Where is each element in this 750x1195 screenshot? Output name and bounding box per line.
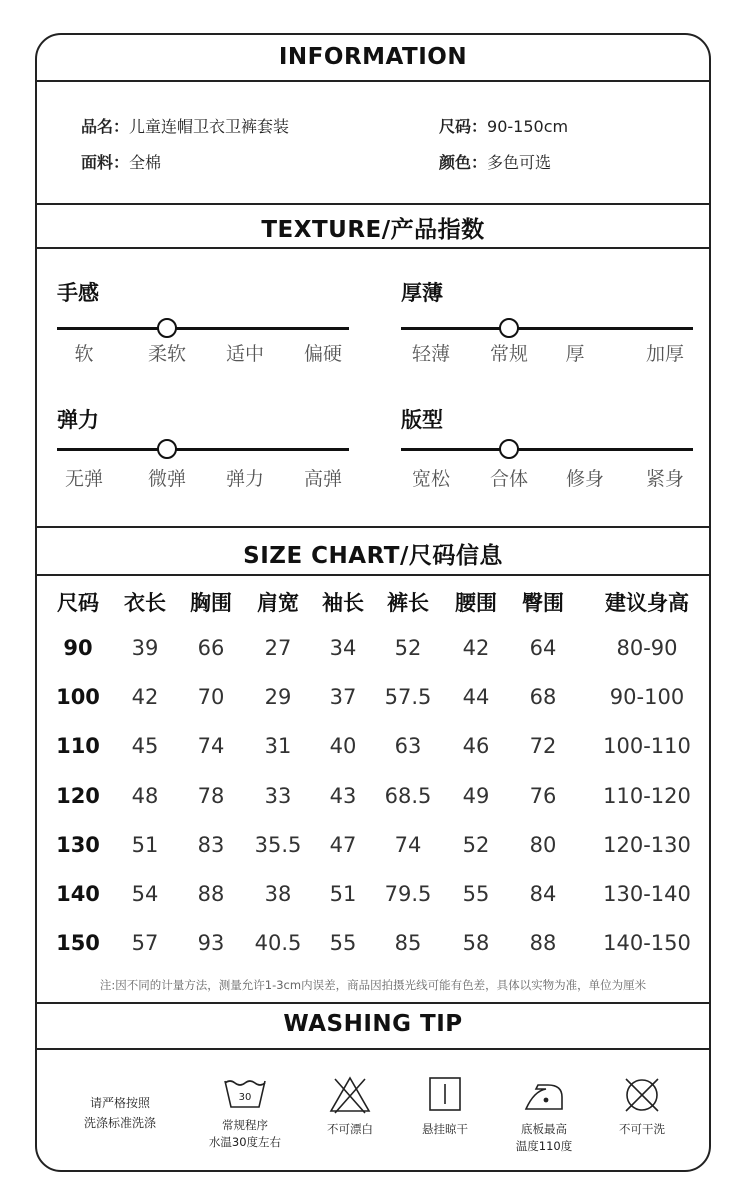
info-fabric — [81, 150, 161, 173]
table-size-cell: 140 — [56, 882, 100, 906]
table-cell: 47 — [329, 832, 357, 857]
wash-label — [499, 1121, 589, 1155]
table-cell: 29 — [264, 685, 292, 710]
table-size-cell: 110 — [56, 734, 100, 759]
wash-label — [400, 1121, 490, 1138]
table-size-cell: 130 — [56, 832, 100, 857]
table-cell: 88 — [197, 882, 225, 906]
table-cell: 42 — [462, 636, 490, 660]
no-bleach-icon — [327, 1075, 373, 1115]
table-cell: 80 — [529, 832, 557, 857]
texture-level-label: 宽松 — [411, 468, 451, 490]
info-value: 多色可选 — [487, 153, 552, 172]
table-cell: 40.5 — [254, 931, 302, 956]
table-cell: 27 — [264, 636, 292, 660]
info-card — [35, 33, 711, 1172]
table-cell: 140-150 — [603, 931, 691, 956]
table-cell: 51 — [329, 882, 357, 906]
texture-level-label: 加厚 — [645, 343, 685, 365]
wash-30-badge: 30 — [238, 1092, 252, 1103]
size-chart-title: SIZE CHART/尺码信息 — [243, 543, 503, 569]
wash-30-icon — [222, 1075, 268, 1111]
info-key: 品名： — [81, 117, 130, 136]
table-cell: 78 — [197, 783, 225, 808]
table-cell: 49 — [462, 783, 490, 808]
table-cell: 72 — [529, 734, 557, 759]
texture-level-label: 柔软 — [147, 343, 187, 365]
table-cell: 43 — [329, 783, 357, 808]
table-size-cell: 150 — [56, 931, 100, 956]
info-key: 颜色： — [439, 153, 488, 172]
table-cell: 88 — [529, 931, 557, 956]
washing-title: WASHING TIP — [283, 1011, 463, 1037]
texture-title: TEXTURE/产品指数 — [261, 217, 485, 243]
texture-slider-track — [57, 448, 349, 451]
info-value: 儿童连帽卫衣卫裤套装 — [129, 117, 290, 136]
table-cell: 84 — [529, 882, 557, 906]
texture-slider-track — [57, 327, 349, 330]
hang-dry-icon — [425, 1075, 465, 1115]
washing-intro — [65, 1093, 175, 1133]
divider — [37, 80, 709, 82]
info-product-name — [81, 114, 289, 137]
table-cell: 100-110 — [603, 734, 691, 759]
texture-slider-knob — [157, 439, 177, 459]
table-cell: 44 — [462, 685, 490, 710]
table-size-cell: 120 — [56, 783, 100, 808]
wash-label-line: 温度110度 — [515, 1139, 573, 1153]
no-dry-clean-item — [597, 1075, 687, 1138]
table-cell: 79.5 — [384, 882, 432, 906]
texture-slider-knob — [157, 318, 177, 338]
table-cell: 80-90 — [616, 636, 678, 660]
divider — [37, 247, 709, 249]
wash-label — [200, 1117, 290, 1151]
texture-group-title: 弹力 — [57, 408, 99, 432]
table-cell: 37 — [329, 685, 357, 710]
table-cell: 58 — [462, 931, 490, 956]
wash-label — [597, 1121, 687, 1138]
divider — [37, 1048, 709, 1050]
texture-level-label: 高弹 — [303, 468, 343, 490]
table-cell: 74 — [197, 734, 225, 759]
table-header-cell: 裤长 — [387, 591, 429, 615]
table-cell: 85 — [394, 931, 422, 956]
table-cell: 51 — [131, 832, 159, 857]
wash-label-line: 悬挂晾干 — [422, 1122, 468, 1136]
wash-label — [305, 1121, 395, 1138]
texture-group-title: 手感 — [57, 281, 99, 305]
table-cell: 57.5 — [384, 685, 432, 710]
texture-level-label: 厚 — [565, 343, 585, 365]
table-header-cell: 尺码 — [57, 591, 99, 615]
texture-slider-track — [401, 327, 693, 330]
table-cell: 54 — [131, 882, 159, 906]
table-cell: 63 — [394, 734, 422, 759]
table-header-cell: 衣长 — [124, 591, 166, 615]
table-cell: 35.5 — [254, 832, 302, 857]
texture-level-label: 偏硬 — [303, 343, 343, 365]
texture-group-title: 厚薄 — [401, 281, 443, 305]
texture-level-label: 无弹 — [64, 468, 104, 490]
table-size-cell: 90 — [63, 636, 93, 660]
table-cell: 55 — [462, 882, 490, 906]
texture-level-label: 微弹 — [147, 468, 187, 490]
table-header-cell: 袖长 — [322, 591, 364, 615]
info-key: 尺码： — [439, 117, 488, 136]
wash-label-line: 底板最高 — [521, 1122, 567, 1136]
no-bleach-item — [305, 1075, 395, 1138]
info-value: 全棉 — [129, 153, 162, 172]
table-cell: 70 — [197, 685, 225, 710]
divider — [37, 526, 709, 528]
divider — [37, 203, 709, 205]
texture-level-label: 轻薄 — [411, 343, 451, 365]
texture-level-label: 合体 — [489, 468, 529, 490]
information-title: INFORMATION — [278, 44, 468, 70]
divider — [37, 1002, 709, 1004]
texture-level-label: 常规 — [489, 343, 529, 365]
wash-label-line: 不可干洗 — [619, 1122, 665, 1136]
washing-intro-line: 洗涤标准洗涤 — [83, 1116, 156, 1130]
table-cell: 40 — [329, 734, 357, 759]
table-header-cell: 肩宽 — [257, 591, 299, 615]
table-cell: 55 — [329, 931, 357, 956]
table-cell: 120-130 — [603, 832, 691, 857]
table-cell: 76 — [529, 783, 557, 808]
table-cell: 90-100 — [609, 685, 685, 710]
table-cell: 52 — [462, 832, 490, 857]
table-cell: 33 — [264, 783, 292, 808]
table-cell: 68.5 — [384, 783, 432, 808]
table-header-cell: 胸围 — [190, 591, 232, 615]
table-cell: 34 — [329, 636, 357, 660]
table-cell: 83 — [197, 832, 225, 857]
table-header-cell: 臀围 — [522, 591, 564, 615]
info-key: 面料： — [81, 153, 130, 172]
texture-level-label: 软 — [74, 343, 94, 365]
table-size-cell: 100 — [56, 685, 100, 710]
no-dry-clean-icon — [620, 1075, 664, 1115]
table-cell: 45 — [131, 734, 159, 759]
wash-label-line: 常规程序 — [222, 1118, 268, 1132]
wash-30-item — [200, 1075, 290, 1151]
info-size-range — [439, 114, 568, 137]
wash-label-line: 水温30度左右 — [208, 1135, 282, 1149]
table-cell: 57 — [131, 931, 159, 956]
texture-slider-knob — [499, 318, 519, 338]
table-cell: 110-120 — [603, 783, 691, 808]
texture-level-label: 紧身 — [645, 468, 685, 490]
table-cell: 93 — [197, 931, 225, 956]
table-cell: 38 — [264, 882, 292, 906]
info-color — [439, 150, 551, 173]
table-cell: 66 — [197, 636, 225, 660]
texture-slider-track — [401, 448, 693, 451]
table-cell: 46 — [462, 734, 490, 759]
table-cell: 74 — [394, 832, 422, 857]
texture-level-label: 弹力 — [225, 468, 265, 490]
table-header-cell: 建议身高 — [605, 591, 689, 615]
info-value: 90-150cm — [487, 117, 569, 136]
size-note: 注:因不同的计量方法，测量允许1-3cm内误差，商品因拍摄光线可能有色差，具体以实物为准，单位为厘米 — [99, 978, 647, 992]
texture-level-label: 修身 — [565, 468, 605, 490]
divider — [37, 574, 709, 576]
iron-low-item — [499, 1075, 589, 1155]
table-cell: 42 — [131, 685, 159, 710]
washing-intro-line: 请严格按照 — [89, 1096, 150, 1110]
table-cell: 130-140 — [603, 882, 691, 906]
iron-low-icon — [520, 1075, 568, 1115]
table-cell: 68 — [529, 685, 557, 710]
texture-slider-knob — [499, 439, 519, 459]
texture-group-title: 版型 — [401, 408, 443, 432]
table-cell: 39 — [131, 636, 159, 660]
table-header-cell: 腰围 — [455, 591, 497, 615]
table-cell: 48 — [131, 783, 159, 808]
table-cell: 64 — [529, 636, 557, 660]
wash-label-line: 不可漂白 — [327, 1122, 373, 1136]
table-cell: 31 — [264, 734, 292, 759]
table-cell: 52 — [394, 636, 422, 660]
hang-dry-item — [400, 1075, 490, 1138]
texture-level-label: 适中 — [225, 343, 265, 365]
